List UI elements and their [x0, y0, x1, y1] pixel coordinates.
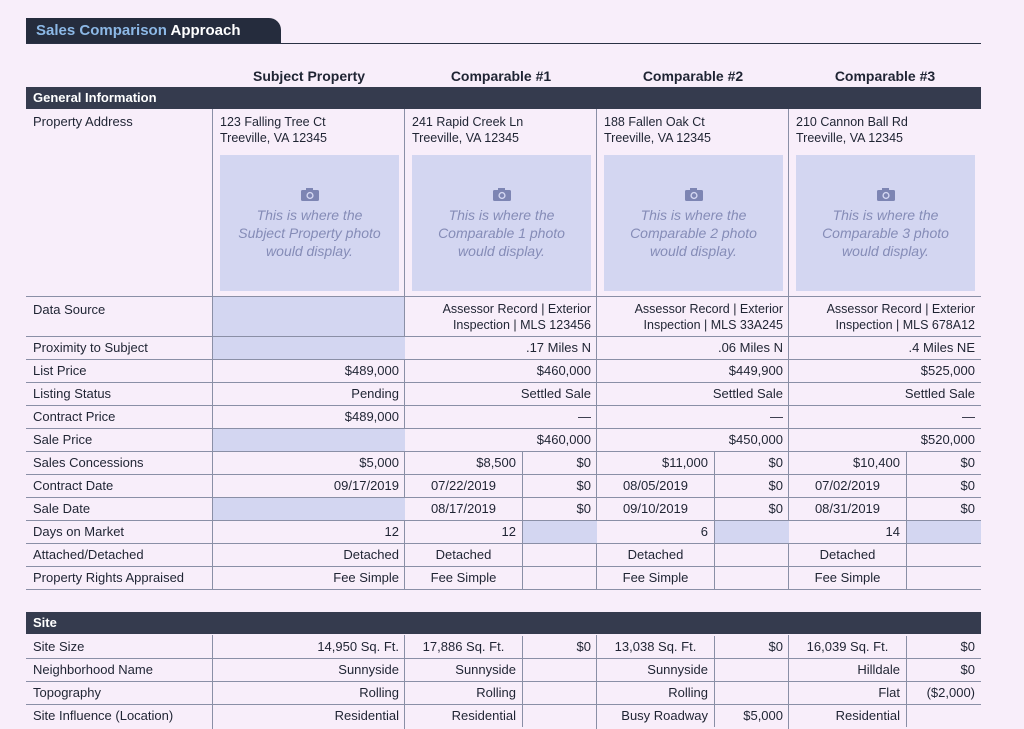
comp2-value: Rolling — [668, 685, 708, 700]
row-label: Sales Concessions — [33, 455, 144, 470]
comp3-value: — — [962, 409, 975, 424]
photo-placeholder-comp1 — [412, 155, 591, 291]
address-line2: Treeville, VA 12345 — [220, 131, 328, 145]
comp2-adjustment: $5,000 — [714, 705, 789, 727]
address-subject — [220, 114, 327, 146]
subject-value: $489,000 — [344, 409, 399, 424]
data-source-line2: Inspection | MLS 678A12 — [835, 318, 975, 332]
table-row-contract-price — [26, 406, 981, 429]
table-row-sales-concessions — [26, 452, 981, 475]
comp1-value: 08/17/2019 — [430, 501, 497, 516]
comp3-adjustment: $0 — [906, 452, 981, 474]
comp3-value: 07/02/2019 — [814, 478, 881, 493]
comp2-value: Detached — [627, 547, 684, 562]
row-label: Site Size — [33, 639, 85, 654]
subject-value — [213, 337, 405, 359]
comp3-value: 14 — [885, 524, 900, 539]
row-label: Contract Price — [33, 409, 116, 424]
comp1-value: .17 Miles N — [525, 340, 591, 355]
comp1-adjustment: $0 — [522, 498, 597, 520]
comp2-value: Settled Sale — [712, 386, 783, 401]
comp3-value: Detached — [819, 547, 876, 562]
row-label: Site Influence (Location) — [33, 708, 174, 723]
row-label: Sale Price — [33, 432, 93, 447]
row-divider — [26, 296, 981, 297]
camera-icon — [300, 187, 320, 202]
address-line1: 123 Falling Tree Ct — [220, 115, 326, 129]
data-source-line2: Inspection | MLS 123456 — [452, 318, 591, 332]
subject-value: Detached — [343, 547, 399, 562]
photo-text-line3: would display. — [842, 243, 929, 259]
comp2-value: Fee Simple — [622, 570, 689, 585]
comp1-adjustment — [522, 705, 597, 727]
col-header-subject: Subject Property — [252, 68, 366, 84]
table-row-site-influence — [26, 705, 981, 728]
comp1-value: Fee Simple — [430, 570, 497, 585]
table-row-proximity — [26, 337, 981, 360]
data-source-subject-empty — [213, 297, 405, 336]
comp3-value: Residential — [835, 708, 900, 723]
subject-value: Fee Simple — [333, 570, 399, 585]
table-row-sale-price — [26, 429, 981, 452]
page-title-part1: Sales Comparison — [36, 22, 167, 39]
comp3-adjustment: $0 — [906, 475, 981, 497]
comp1-value: Detached — [435, 547, 492, 562]
page-title-part2: Approach — [166, 22, 241, 39]
data-source-label: Data Source — [33, 302, 106, 317]
comp1-value: Residential — [451, 708, 516, 723]
comp3-value: Hilldale — [857, 662, 900, 677]
row-label: Topography — [33, 685, 101, 700]
comp1-adjustment — [522, 659, 597, 681]
page-title — [36, 22, 241, 39]
comp1-value: 07/22/2019 — [430, 478, 497, 493]
photo-text-line2: Comparable 1 photo — [438, 225, 565, 241]
photo-text-line1: This is where the — [256, 207, 363, 223]
comp2-adjustment — [714, 682, 789, 704]
photo-text-line2: Subject Property photo — [238, 225, 381, 241]
data-source-line1: Assessor Record | Exterior — [826, 302, 975, 316]
col-header-comp1: Comparable #1 — [450, 68, 552, 84]
comp2-value: — — [770, 409, 783, 424]
comp2-value: 08/05/2019 — [622, 478, 689, 493]
comp3-value: Settled Sale — [904, 386, 975, 401]
comp3-adjustment: ($2,000) — [906, 682, 981, 704]
photo-text-line3: would display. — [266, 243, 353, 259]
photo-placeholder-comp3 — [796, 155, 975, 291]
subject-value: Residential — [334, 708, 399, 723]
data-source-line1: Assessor Record | Exterior — [634, 302, 783, 316]
subject-value: $489,000 — [344, 363, 399, 378]
comp3-adjustment: $0 — [906, 659, 981, 681]
table-row-sale-date — [26, 498, 981, 521]
photo-text-line2: Comparable 3 photo — [822, 225, 949, 241]
row-label: Contract Date — [33, 478, 114, 493]
address-comp2 — [604, 114, 711, 146]
row-label: Days on Market — [33, 524, 125, 539]
title-underline — [26, 43, 981, 44]
comp2-value: $11,000 — [661, 455, 708, 470]
comp3-adjustment — [906, 567, 981, 589]
comp3-value: Fee Simple — [814, 570, 881, 585]
comp2-value: .06 Miles N — [717, 340, 783, 355]
subject-value: Sunnyside — [338, 662, 399, 677]
photo-text-line1: This is where the — [832, 207, 939, 223]
subject-value: Pending — [351, 386, 399, 401]
address-line1: 188 Fallen Oak Ct — [604, 115, 705, 129]
comp1-adjustment: $0 — [522, 636, 597, 658]
photo-text-line3: would display. — [458, 243, 545, 259]
photo-placeholder-comp2 — [604, 155, 783, 291]
comp2-adjustment: $0 — [714, 452, 789, 474]
comp1-adjustment — [522, 521, 597, 543]
comp3-adjustment — [906, 544, 981, 566]
photo-text-line3: would display. — [650, 243, 737, 259]
table-row-neighborhood — [26, 659, 981, 682]
comp2-adjustment — [714, 659, 789, 681]
comp1-value: $460,000 — [536, 363, 591, 378]
photo-placeholder-subject — [220, 155, 399, 291]
property-address-label: Property Address — [33, 114, 133, 129]
row-label: List Price — [33, 363, 87, 378]
comp2-value: 09/10/2019 — [622, 501, 689, 516]
data-source-line1: Assessor Record | Exterior — [442, 302, 591, 316]
comp1-adjustment: $0 — [522, 475, 597, 497]
comp1-value: — — [578, 409, 591, 424]
section-header-site: Site — [26, 612, 981, 634]
row-label: Sale Date — [33, 501, 91, 516]
table-row-list-price — [26, 360, 981, 383]
comp3-value: $525,000 — [920, 363, 975, 378]
comp1-value: Sunnyside — [455, 662, 516, 677]
address-line2: Treeville, VA 12345 — [604, 131, 712, 145]
address-line2: Treeville, VA 12345 — [796, 131, 904, 145]
comp1-value: Settled Sale — [520, 386, 591, 401]
subject-value: Rolling — [359, 685, 399, 700]
table-row-property-rights — [26, 567, 981, 590]
table-row-site-size — [26, 636, 981, 659]
table-row-attached-detached — [26, 544, 981, 567]
camera-icon — [492, 187, 512, 202]
comp2-value: Sunnyside — [647, 662, 708, 677]
comp3-value: Flat — [878, 685, 900, 700]
comp2-value: 6 — [700, 524, 708, 539]
camera-icon — [876, 187, 896, 202]
comp1-value: $8,500 — [476, 455, 516, 470]
row-label: Property Rights Appraised — [33, 570, 185, 585]
comp1-value: 17,886 Sq. Ft. — [422, 639, 505, 654]
comp3-adjustment: $0 — [906, 498, 981, 520]
comp1-adjustment — [522, 544, 597, 566]
address-line1: 241 Rapid Creek Ln — [412, 115, 524, 129]
comp3-value: 16,039 Sq. Ft. — [806, 639, 889, 654]
table-row-topography — [26, 682, 981, 705]
comp1-value: $460,000 — [536, 432, 591, 447]
subject-value: 12 — [384, 524, 399, 539]
row-label: Listing Status — [33, 386, 112, 401]
comp3-value: $520,000 — [920, 432, 975, 447]
row-label: Attached/Detached — [33, 547, 144, 562]
camera-icon — [684, 187, 704, 202]
data-source-comp3 — [789, 301, 975, 333]
comp2-value: Busy Roadway — [621, 708, 708, 723]
comp2-value: 13,038 Sq. Ft. — [614, 639, 697, 654]
comp2-adjustment: $0 — [714, 498, 789, 520]
row-label: Neighborhood Name — [33, 662, 153, 677]
subject-value: 09/17/2019 — [333, 478, 399, 493]
address-line1: 210 Cannon Ball Rd — [796, 115, 908, 129]
photo-text-line1: This is where the — [640, 207, 747, 223]
table-row-contract-date — [26, 475, 981, 498]
data-source-comp1 — [405, 301, 591, 333]
comp1-adjustment — [522, 682, 597, 704]
comp3-adjustment — [906, 521, 981, 543]
subject-value — [213, 429, 405, 451]
comp2-adjustment: $0 — [714, 475, 789, 497]
comp1-adjustment — [522, 567, 597, 589]
row-label: Proximity to Subject — [33, 340, 148, 355]
comp3-adjustment — [906, 705, 981, 727]
subject-value: 14,950 Sq. Ft. — [317, 639, 399, 654]
section-header-general: General Information — [26, 87, 981, 109]
photo-text-line1: This is where the — [448, 207, 555, 223]
comp3-value: 08/31/2019 — [814, 501, 881, 516]
comp2-adjustment — [714, 544, 789, 566]
comp2-value: $450,000 — [728, 432, 783, 447]
comp3-adjustment: $0 — [906, 636, 981, 658]
col-header-comp3: Comparable #3 — [834, 68, 936, 84]
photo-text-line2: Comparable 2 photo — [630, 225, 757, 241]
comp2-adjustment: $0 — [714, 636, 789, 658]
address-comp1 — [412, 114, 523, 146]
comp1-adjustment: $0 — [522, 452, 597, 474]
data-source-comp2 — [597, 301, 783, 333]
comp3-value: .4 Miles NE — [908, 340, 975, 355]
col-header-comp2: Comparable #2 — [642, 68, 744, 84]
comp2-value: $449,900 — [728, 363, 783, 378]
address-comp3 — [796, 114, 908, 146]
comp1-value: Rolling — [476, 685, 516, 700]
comp2-adjustment — [714, 521, 789, 543]
address-line2: Treeville, VA 12345 — [412, 131, 520, 145]
subject-value — [213, 498, 405, 520]
table-row-listing-status — [26, 383, 981, 406]
comp3-value: $10,400 — [853, 455, 900, 470]
comp2-adjustment — [714, 567, 789, 589]
comp1-value: 12 — [501, 524, 516, 539]
table-row-days-on-market — [26, 521, 981, 544]
subject-value: $5,000 — [359, 455, 399, 470]
data-source-line2: Inspection | MLS 33A245 — [643, 318, 783, 332]
